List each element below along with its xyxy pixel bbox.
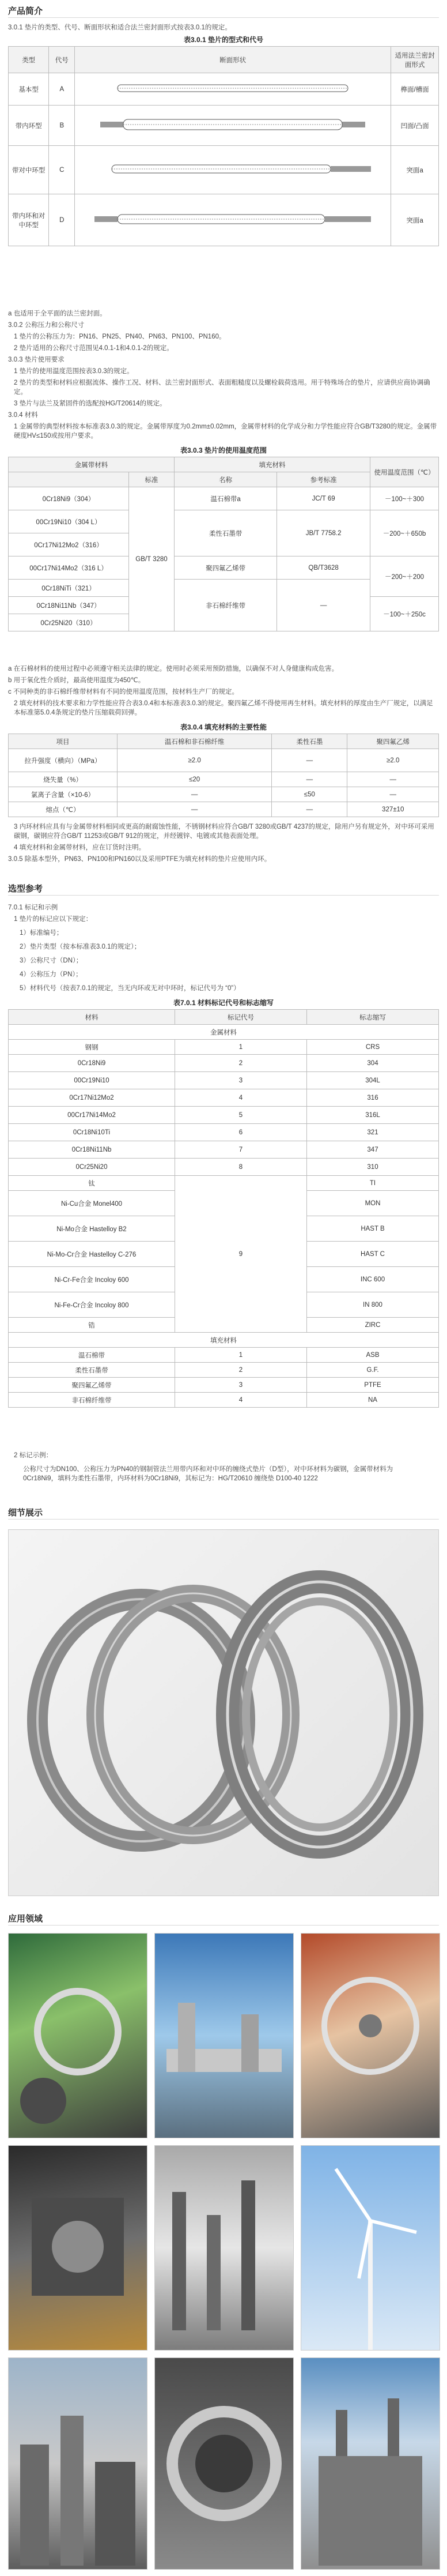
chemical-plant-illustration (9, 2358, 147, 2569)
filler-property-table: 项目 温石棉和非石棉纤维 柔性石墨 聚四氟乙烯 拉升强度（横向）（MPa） ≥2.0 — ≥2.0 烧失量（%） ≤20 — — 氯离子含量（×10-6） — ≤50 — 熔点（℃） — — 327±10 (8, 734, 439, 817)
section-title-selection: 选型参考 (8, 884, 43, 894)
shape-cell-b (75, 106, 391, 146)
pipe-flange-illustration (155, 2358, 293, 2569)
col-flange: 适用法兰密封面形式 (391, 47, 439, 73)
para-303: 3.0.3 垫片使用要求 (8, 356, 65, 363)
para-301: 3.0.1 垫片的类型、代号、断面形状和适合法兰密封面形式按表3.0.1的规定。 (8, 24, 232, 31)
para-304-3: 3 内环材料应具有与金属带材料相同或更高的耐腐蚀性能，不锈钢材料应符合GB/T 3280或GB/T 4237的规定，除用户另有规定外，对中环可采用碳钢，碳钢应符合GB/T 11253或GB/T 912的规定，并经镀锌、电镀或其他表面处理。 (14, 823, 434, 840)
note-t-a: a 在石棉材料的使用过程中必须遵守相关法律的规定。使用时必须采用预防措施，以确保不对人身健康构成危害。 (8, 665, 339, 672)
cross-section-drawing-d (77, 197, 388, 241)
para-304-1: 1 金属带的典型材料按本标准表3.0.3的规定。金属带厚度为0.2mm±0.02mm，金属带材料的化学成分和力学性能应符合GB/T3280的规定。金属带硬度HV≤150或按用户要求。 (14, 423, 437, 439)
industrial-site-illustration (301, 2358, 440, 2569)
divider (8, 1925, 439, 1926)
application-photo (301, 1933, 440, 2138)
para-303-1: 1 垫片的使用温度范围按表3.0.3的规定。 (14, 368, 134, 375)
gasket-rings-illustration (9, 1530, 438, 1896)
list-item: 5）材料代号（按表7.0.1的规定，当无内环或无对中环时，标记代号为 “0”） (20, 985, 240, 992)
table-row: 带对中环型 C 突面a (9, 146, 439, 194)
shape-cell-d (75, 194, 391, 246)
section-title-intro: 产品简介 (8, 6, 43, 16)
application-photo (8, 2357, 147, 2570)
para-701-2: 2 标记示例： (14, 1452, 53, 1459)
list-item: 2）垫片类型（按本标准表3.0.1的规定）； (20, 943, 141, 950)
temperature-table: 金属带材料 填充材料 使用温度范围（℃） 标准 名称 参考标准 0Cr18Ni9（304） GB/T 3280 温石棉带a JC/T 69 －100~＋300 00Cr19Ni10（304 L） 柔性石墨带 JB/T 7758.2 －200~＋650b 0Cr17Ni12Mo2（316） 00Cr17Ni14Mo2（316 L） 聚四氟乙烯带 QB/T3628 －200~＋200 0Cr18NiTi（321） 非石棉纤维带 — 0Cr18Ni11Nb（347） －100~＋250c 0Cr25Ni20（310） (8, 457, 439, 631)
cross-section-drawing-c (77, 149, 388, 189)
para-701-1: 1 垫片的标记应以下规定： (14, 916, 93, 923)
para-302: 3.0.2 公称压力和公称尺寸 (8, 322, 85, 329)
application-photo (301, 2357, 440, 2570)
list-item: 1）标准编号； (20, 930, 63, 937)
table-row: 基本型 A 榫面/槽面 (9, 73, 439, 106)
application-photo (154, 2145, 294, 2351)
application-photo (154, 1933, 294, 2138)
table-caption-304: 表3.0.4 填充材料的主要性能 (180, 723, 267, 731)
divider (8, 1519, 439, 1520)
table-caption-701: 表7.0.1 材料标记代号和标志缩写 (173, 999, 274, 1007)
table-row: 带内环型 B 凹面/凸面 (9, 106, 439, 146)
col-code: 代号 (49, 47, 75, 73)
refinery-illustration (155, 2146, 293, 2350)
application-photo (8, 2145, 147, 2351)
material-code-table: 材料 标记代号 标志缩写 金属材料 钢钢 1 CRS 0Cr18Ni9 2 304 00Cr19Ni10 3 304L 0Cr17Ni12Mo2 4 316 00Cr17Ni14Mo2 5 316L 0Cr18Ni10Ti 6 321 0Cr18Ni11Nb 7 347 0Cr25Ni20 8 310 钛 9 TI Ni-Cu合金 Monel400 MON Ni-Mo合金 Hastelloy B2 HAST B Ni-Mo-Cr合金 Hastelloy C-276 HAST C Ni-Cr-Fe合金 Incoloy 600 INC 600 Ni-Fe-Cr合金 Incoloy 800 IN 800 锆 ZIRC 填充材料 温石棉带 1 ASB 柔性石墨带 2 G.F. 聚四氟乙烯带 3 PTFE 非石棉纤维带 4 NA (8, 1009, 439, 1408)
divider (8, 895, 439, 896)
para-304-4: 4 填充材料和金属带材料，应在订货时注明。 (14, 844, 146, 851)
para-304: 3.0.4 材料 (8, 412, 38, 419)
application-photo (301, 2145, 440, 2351)
para-304-2: 2 填充材料的技术要求和力学性能应符合表3.0.4和本标准表3.0.3的规定。聚四氟乙烯不得使用再生材料。填充材料的厚度由生产厂规定，以满足本标准第5.0.4条规定的垫片压缩载荷回弹。 (14, 700, 433, 716)
divider (8, 17, 439, 18)
para-303-2: 2 垫片的类型和材料应根据流体、操作工况、材料、法兰密封面形式、表面粗糙度以及螺栓载荷选用。用于特殊场合的垫片，应请供应商协调确定。 (14, 379, 430, 396)
list-item: 3）公称尺寸（DN）； (20, 957, 83, 964)
note-t-c: c 不同种类的非石棉纤维带材料有不同的使用温度范围，按材料生产厂的规定。 (8, 689, 238, 695)
table-caption-301: 表3.0.1 垫片的型式和代号 (183, 36, 264, 44)
para-302-2: 2 垫片适用的公称尺寸范围见4.0.1-1和4.0.1-2的规定。 (14, 345, 173, 352)
table-row: 带内环和对中环型 D 突面a (9, 194, 439, 246)
list-item: 4）公称压力（PN）； (20, 971, 82, 978)
col-shape: 断面形状 (75, 47, 391, 73)
para-303-3: 3 垫片与法兰及紧固件的选配按HG/T20614的规定。 (14, 400, 166, 407)
valve-illustration (301, 1934, 440, 2138)
gasket-type-table (8, 46, 439, 246)
para-701: 7.0.1 标记和示例 (8, 904, 58, 911)
application-photo (154, 2357, 294, 2570)
engine-illustration (9, 2146, 147, 2350)
shape-cell-c (75, 146, 391, 194)
application-photo (8, 1933, 147, 2138)
note-t-b: b 用于氧化性介质时，最高使用温度为450℃。 (8, 677, 145, 684)
col-type: 类型 (9, 47, 49, 73)
shape-cell-a (75, 73, 391, 106)
para-305: 3.0.5 除基本型外，PN63、PN100和PN160以及采用PTFE为填充材料的垫片应使用内环。 (8, 856, 271, 863)
marking-example: 公称尺寸为DN100、公称压力为PN40的钢制管法兰用带内环和对中环的缠绕式垫片（D型），对中环材料为碳钢，金属带材料为0Cr18Ni9，填料为柔性石墨带，内环材料为0Cr18Ni9，其标记为：HG/T20610 缠绕垫 D100-40 1222 (23, 1466, 393, 1482)
table-caption-303: 表3.0.3 垫片的使用温度范围 (180, 446, 267, 454)
machinery-illustration (9, 1934, 147, 2138)
pipeline-illustration (155, 1934, 293, 2138)
cross-section-drawing-b (77, 109, 388, 140)
note-a: a 也适用于全平面的法兰密封面。 (8, 310, 107, 317)
section-title-detail: 细节展示 (8, 1508, 43, 1518)
section-title-applications: 应用领域 (8, 1914, 43, 1924)
para-302-1: 1 垫片的公称压力为：PN16、PN25、PN40、PN63、PN100、PN160。 (14, 333, 226, 340)
cross-section-drawing-a (77, 77, 388, 100)
wind-turbine-illustration (301, 2146, 440, 2350)
product-detail-photo (8, 1529, 439, 1896)
